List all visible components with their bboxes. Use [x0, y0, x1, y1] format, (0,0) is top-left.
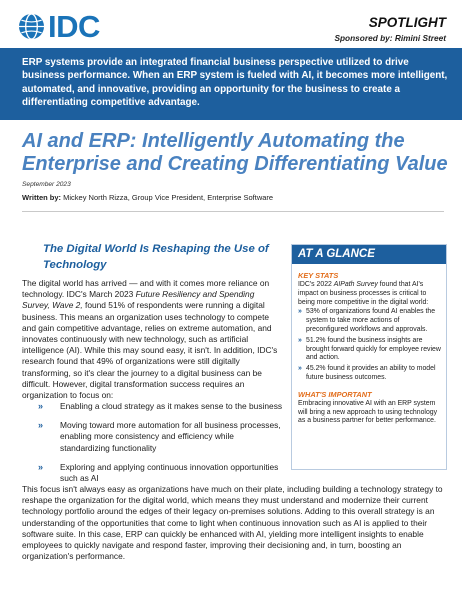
chevron-bullet-icon: » — [38, 461, 44, 472]
key-stats-label: KEY STATS — [298, 271, 339, 280]
publication-date: September 2023 — [22, 181, 71, 188]
intro-text-a: The digital world has arrived — and with it comes more reliance on technology. IDC's March 2023 — [22, 278, 270, 300]
divider — [22, 211, 444, 212]
list-item — [22, 401, 284, 412]
key-stats-text-a: IDC's 2022 — [298, 281, 334, 288]
banner-text: ERP systems provide an integrated financial business perspective utilized to drive business performance. When an ERP system is fueled with AI, it becomes more intelligent, automated, and innovative, providing an opportunity for the business to create a differentiating competitive advantage. — [22, 57, 448, 108]
whats-important-label: WHAT'S IMPORTANT — [298, 389, 372, 399]
idc-logo — [18, 9, 100, 44]
idc-wordmark: IDC — [48, 9, 100, 44]
spacer — [298, 385, 441, 388]
stat-item: » 45.2% found it provides an ability to model future business outcomes. — [298, 365, 441, 383]
spotlight-label: SPOTLIGHT — [368, 15, 446, 30]
sponsor-line: Sponsored by: Rimini Street — [334, 33, 446, 43]
chevron-bullet-icon: » — [38, 420, 44, 431]
glance-heading: AT A GLANCE — [292, 245, 446, 264]
summary-banner — [0, 48, 462, 120]
list-item — [22, 420, 284, 454]
focus-list — [22, 401, 284, 492]
byline-prefix: Written by: — [22, 193, 62, 202]
whats-important-text: Embracing innovative AI with an ERP system will bring a new approach to using technology as a business partner for better performance. — [298, 399, 438, 425]
section-heading: The Digital World Is Reshaping the Use of Technology — [43, 243, 269, 271]
survey-name: AIPath Survey — [333, 281, 378, 288]
survey-title: Future Resiliency and Spending Survey, Wave 2, — [22, 289, 255, 311]
glance-body — [292, 264, 446, 426]
byline — [22, 193, 273, 202]
idc-globe-icon — [18, 13, 45, 40]
stats-list — [298, 308, 441, 382]
list-item — [22, 462, 284, 484]
list-item-text: Moving toward more automation for all business processes, enabling more consistency and efficiency while standardizing functionality — [60, 420, 281, 453]
key-stats-intro — [298, 281, 441, 307]
at-a-glance-box — [291, 244, 447, 470]
intro-text-b: found 51% of respondents were running a digital business. This means an organization uses technology to compete and gain competitive advantage, relies on extreme automation, and innovates continuously with new technology, such as artificial intelligence (AI). While this may sound easy, it isn't. In addition, IDC's research found that 49% of organizations were still digitally transforming, so it's clear the journey to a digital business can be difficult. However, digital transformation success requires an organization to focus on: — [22, 300, 278, 401]
closing-paragraph: This focus isn't always easy as organizations have much on their plate, including building a technology strategy to reshape the organization for the digital world, which means they must understand and modernize their current technology portfolio around the edges of their legacy on-premises solutions. Adding to this overall strategy is an understanding of the opportunities that come to light when continuous innovation such as AI is applied to their software suite. In this case, ERP can quickly be enhanced with AI, yielding more intelligent insights to enable employees to quickly navigate and respond faster, improving their decisioning and, in turn, boosting an organization's performance. — [22, 484, 443, 562]
intro-paragraph — [22, 278, 284, 401]
list-item-text: Exploring and applying continuous innovation opportunities such as AI — [60, 461, 279, 484]
stat-item: » 51.2% found the business insights are brought forward quickly for employee review and action. — [298, 337, 441, 363]
stat-item: » 53% of organizations found AI enables the system to take more actions of preconfigured workflows and approvals. — [298, 308, 441, 334]
list-item-text: Enabling a cloud strategy as it makes sense to the business — [60, 401, 283, 411]
document-title: AI and ERP: Intelligently Automating the Enterprise and Creating Differentiating Value — [22, 130, 448, 175]
key-stats-text-b: found that AI's impact on business processes is critical to being more competitive in the digital world: — [298, 281, 429, 306]
chevron-bullet-icon: » — [38, 401, 44, 411]
byline-author: Mickey North Rizza, Group Vice President, Enterprise Software — [63, 193, 274, 202]
